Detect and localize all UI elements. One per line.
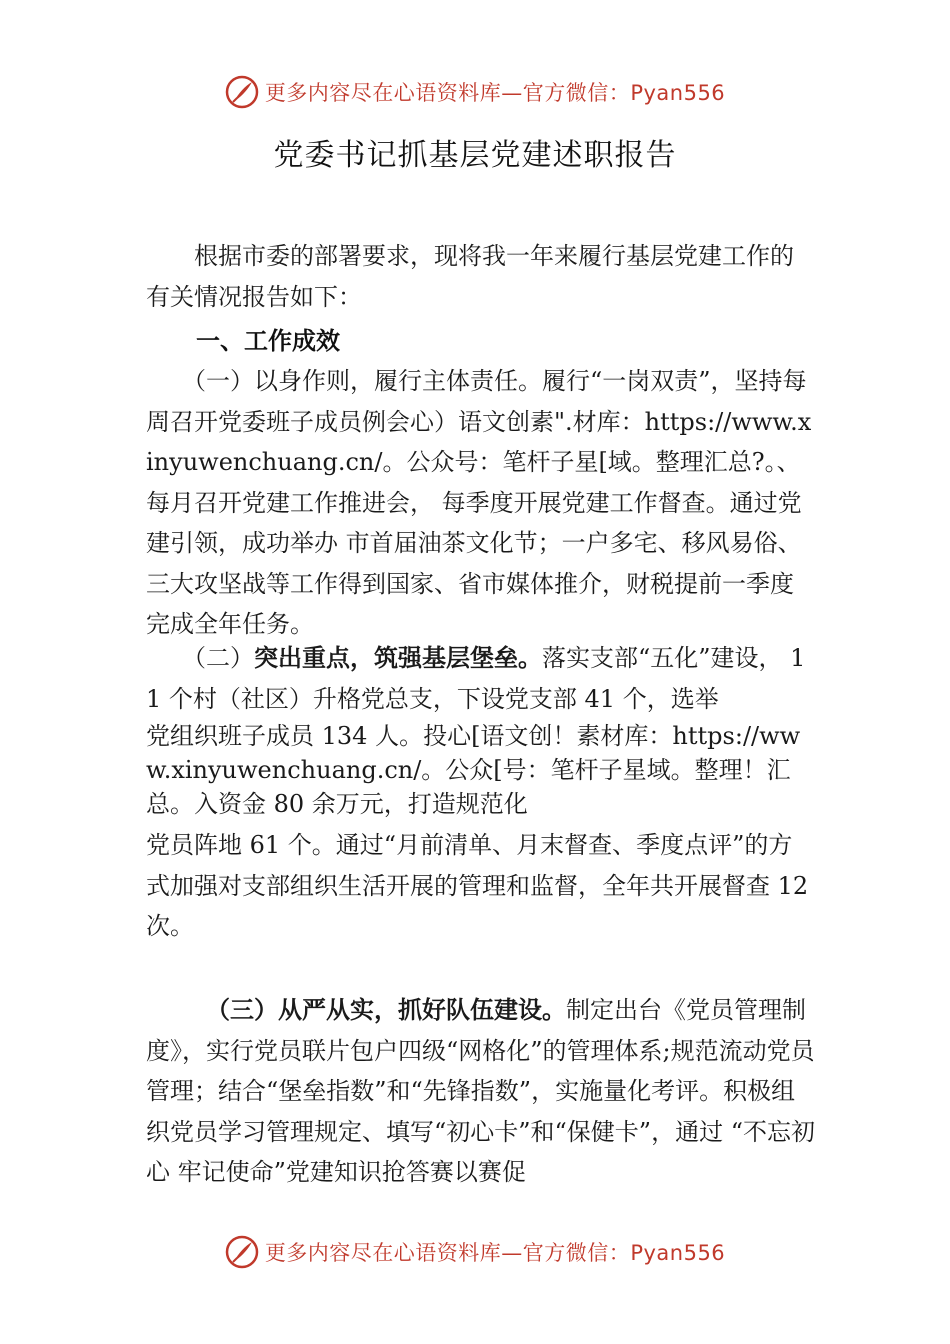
- section-heading: 一、工作成效: [196, 327, 340, 355]
- item-2-text-c: 党员阵地 61 个。通过“月前清单、月末督查、季度点评”的方式加强对支部组织生活开展的管理和监督，全年共开展督查 12 次。: [146, 831, 809, 940]
- item-2-text-a: [146, 638, 816, 719]
- header-watermark-banner: [0, 72, 950, 112]
- watermark-text: [265, 1237, 725, 1267]
- watermark-label: 更多内容尽在心语资料库—官方微信：: [264, 1241, 631, 1265]
- item-3-bold: （三）从严从实，抓好队伍建设。: [206, 996, 566, 1024]
- intro-paragraph: [146, 236, 816, 317]
- intro-text: 根据市委的部署要求，现将我一年来履行基层党建工作的有关情况报告如下：: [146, 242, 794, 311]
- item-2-paragraph: [146, 638, 816, 947]
- page-title: 党委书记抓基层党建述职报告: [273, 138, 677, 173]
- item-1-lead: （一）以身作则，履行主体责任。: [182, 367, 542, 395]
- item-1-body: 履行“一岗双责”，坚持每周召开党委班子成员例会心）语文创素".材库：https://www.xinyuwenchuang.cn/。公众号：笔杆子星[域。整理汇总?。、每月召开党建工作推进会， 每季度开展党建工作督查。通过党建引领，成功举办 市首届油茶文化节；一户多宅、移风易俗、三大攻坚战等工作得到国家、省市媒体推介，财税提前一季度完成全年任务。: [146, 367, 812, 638]
- footer-watermark-banner: [0, 1232, 950, 1272]
- item-2-text-b: 党组织班子成员 134 人。投心[语文创！素材库：https://www.xinyuwenchuang.cn/。公众[号：笔杆子星域。整理！汇总。入资金 80 余万元，打造规范化: [146, 722, 801, 818]
- item-3-paragraph: [146, 990, 816, 1193]
- feather-pen-logo-icon: [225, 1235, 259, 1269]
- item-3-text: [146, 990, 816, 1193]
- item-2-lead: （二）: [182, 644, 254, 672]
- item-2-body-a: 落实支部“五化”建设， 11 个村（社区）升格党总支，下设党支部 41 个，选举: [146, 644, 806, 713]
- watermark-label: 更多内容尽在心语资料库—官方微信：: [264, 81, 631, 105]
- item-1-text: [146, 361, 816, 645]
- item-3-body: 制定出台《党员管理制度》，实行党员联片包户四级“网格化”的管理体系;规范流动党员管理；结合“堡垒指数”和“先锋指数”，实施量化考评。积极组织党员学习管理规定、填写“初心卡”和“保健卡”，通过 “不忘初心 牢记使命”党建知识抢答赛以赛促: [146, 996, 815, 1186]
- feather-pen-logo-icon: [225, 75, 259, 109]
- wechat-id: Pyan556: [630, 1241, 726, 1265]
- item-2-bold: 突出重点，筑强基层堡垒。: [254, 644, 542, 672]
- watermark-text: [265, 77, 725, 107]
- item-1-paragraph: [146, 361, 816, 645]
- wechat-id: Pyan556: [630, 81, 726, 105]
